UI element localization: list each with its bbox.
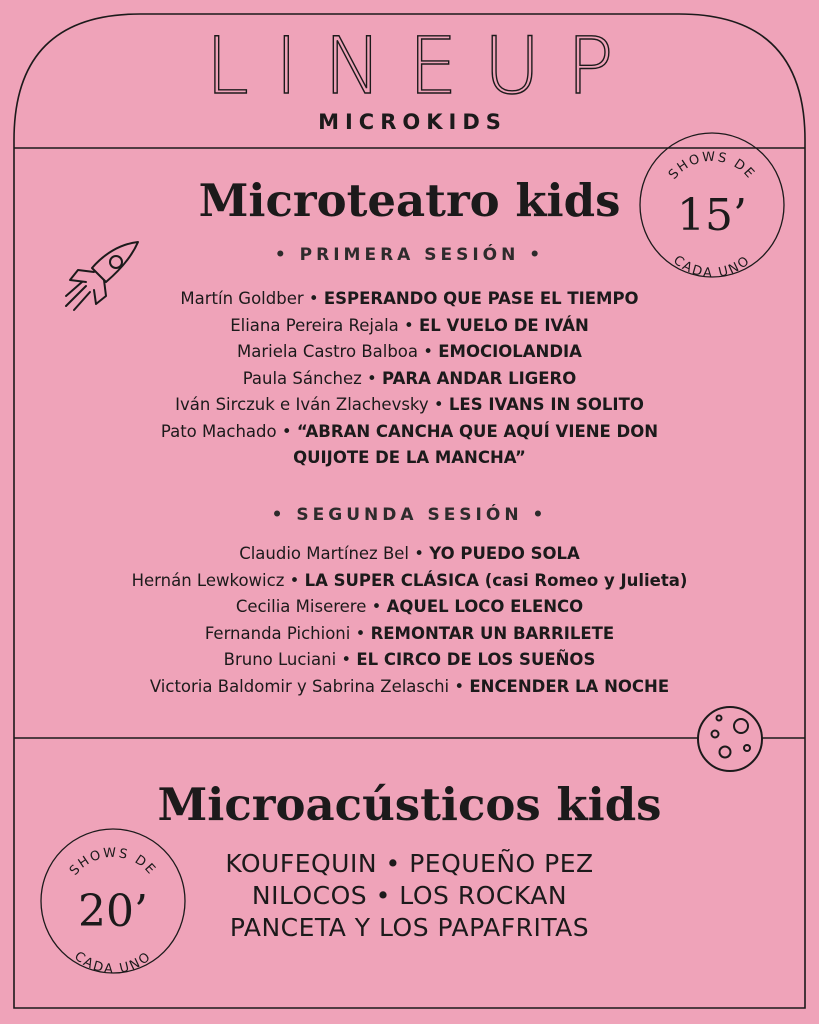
list-item: Eliana Pereira Rejala • EL VUELO DE IVÁN [230, 315, 589, 335]
list-item: Iván Sirczuk e Iván Zlachevsky • LES IVANS IN SOLITO [175, 395, 644, 414]
session-2-list [100, 541, 719, 700]
svg-text:SHOWS DE [666, 150, 758, 183]
session-1-label: • PRIMERA SESIÓN • [274, 245, 545, 265]
badge-number: 15’ [677, 190, 747, 241]
list-item: Hernán Lewkowicz • LA SUPER CLÁSICA (casi Romeo y Julieta) [131, 570, 688, 590]
microteatro-title: Microteatro kids [198, 174, 621, 227]
list-item: Paula Sánchez • PARA ANDAR LIGERO [242, 368, 577, 388]
moon-icon [695, 704, 765, 779]
list-item: Fernanda Pichioni • REMONTAR UN BARRILETE [204, 623, 615, 643]
badge-top-text: SHOWS DE [66, 845, 160, 879]
session-1-list [100, 286, 719, 472]
microacusticos-title: Microacústicos kids [157, 778, 662, 831]
list-item: Mariela Castro Balboa • EMOCIOLANDIA [237, 342, 582, 361]
list-item: KOUFEQUIN • PEQUEÑO PEZ [225, 849, 594, 878]
list-item: Claudio Martínez Bel • YO PUEDO SOLA [239, 544, 580, 563]
list-item: Martín Goldber • ESPERANDO QUE PASE EL TIEMPO [180, 289, 639, 308]
badge-number: 20’ [78, 886, 148, 937]
list-item: Bruno Luciani • EL CIRCO DE LOS SUEÑOS [223, 650, 596, 669]
page-title: LINEUP [205, 22, 640, 112]
list-item: Victoria Baldomir y Sabrina Zelaschi • ENCENDER LA NOCHE [149, 676, 670, 696]
session-2-label: • SEGUNDA SESIÓN • [271, 505, 548, 525]
list-item: Pato Machado • “ABRAN CANCHA QUE AQUÍ VIENE DON QUIJOTE DE LA MANCHA” [160, 421, 659, 467]
badge-bottom-text: CADA UNO [670, 252, 754, 280]
list-item: Cecilia Miserere • AQUEL LOCO ELENCO [235, 597, 584, 616]
bands-list [0, 845, 819, 944]
badge-top-text: SHOWS DE [665, 149, 759, 183]
page-subtitle: MICROKIDS [318, 110, 507, 134]
badge-bottom-text: CADA UNO [71, 948, 155, 976]
list-item: NILOCOS • LOS ROCKAN [251, 881, 568, 910]
list-item: PANCETA Y LOS PAPAFRITAS [229, 913, 590, 942]
svg-text:CADA UNO [71, 949, 155, 976]
